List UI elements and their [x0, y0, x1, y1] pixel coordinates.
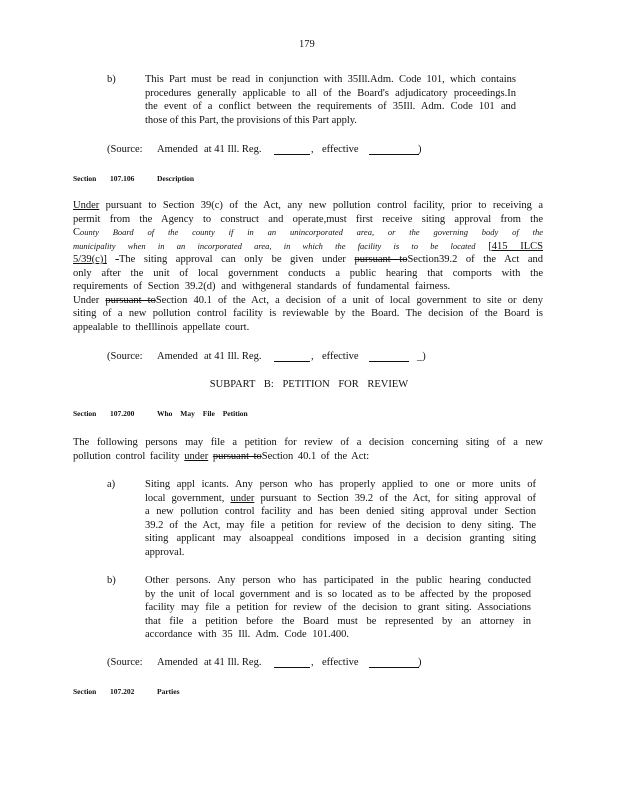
item-a-line: local government, under pursuant to Section 39.2 of the Act, for siting approval of	[145, 492, 537, 504]
source-line-2	[0, 351, 618, 365]
page-number: 179	[299, 39, 315, 50]
section-word: Section	[73, 174, 97, 183]
body-line: Under pursuant toSection 40.1 of the Act, a decision of a unit of local government to site or deny	[73, 294, 543, 306]
intro-line: The following persons may file a petition for review of a decision concerning siting of a new	[73, 437, 543, 448]
section-title: Description	[157, 174, 195, 183]
source-reg: at 41 Ill. Reg.	[204, 144, 262, 155]
item-b-line: Other persons. Any person who has participated in the public hearing conducted	[145, 575, 531, 586]
source-effective: effective	[322, 351, 359, 362]
body-line: requirements of Section 39.2(d) and withgeneral standards of fundamental fairness.	[73, 281, 451, 292]
intro-line: pollution control facility under pursuant toSection 40.1 of the Act:	[73, 450, 370, 462]
source-close: _)	[417, 351, 426, 362]
section-202-heading	[0, 687, 618, 697]
source-effective: effective	[322, 144, 359, 155]
item-a-label: a)	[107, 479, 116, 490]
body-line: Under pursuant to Section 39(c) of the Act, any new pollution control facility, prior to receiving a	[73, 200, 543, 211]
source-close: )	[418, 144, 422, 155]
section-106-body	[73, 199, 543, 334]
body-line: siting of a new pollution control facility is reviewable by the Board. The decision of the Board is	[73, 308, 543, 319]
source-line-3	[0, 657, 618, 671]
item-a-line: approval.	[145, 546, 185, 558]
para-b-line: the event of a conflict between the requirements of 35Ill. Adm. Code 101 and	[145, 101, 516, 112]
section-title: Who May File Petition	[157, 409, 248, 418]
item-a-line: a new pollution control facility and has been denied siting approval under Section	[145, 506, 536, 517]
source-line-1	[0, 144, 618, 158]
source-blank	[369, 657, 419, 671]
item-b-line: facility may file a petition for review of the decision to grant siting. Associations	[145, 602, 531, 613]
source-comma: ,	[311, 351, 314, 362]
body-line: permit from the Agency to construct and operate,must first receive siting approval from the	[73, 213, 543, 225]
para-b-body	[145, 73, 516, 127]
source-amended: Amended	[157, 351, 198, 362]
body-line: only after the unit of local government conducts a public hearing that comports with the	[73, 267, 543, 279]
item-b-line: by the unit of local government and is so located as to be affected by the proposed	[145, 588, 531, 600]
item-b-line: that file a petition before the Board must be represented by an attorney in	[145, 615, 531, 627]
section-number: 107.202	[110, 687, 135, 696]
section-number: 107.106	[110, 174, 135, 183]
section-word: Section	[73, 687, 97, 696]
item-a-line: 39.2 of the Act, may file a petition for review of the decision to deny siting. The	[145, 519, 536, 531]
item-b-label: b)	[107, 575, 116, 586]
item-b-line: accordance with 35 Ill. Adm. Code 101.400.	[145, 629, 350, 640]
source-amended: Amended	[157, 657, 198, 668]
source-open: (Source:	[107, 144, 143, 155]
body-line: municipality when in an incorporated area, in which the facility is to be located [415 ILCS	[73, 240, 544, 252]
para-b-line: procedures generally applicable to all of the Board's adjudicatory proceedings.In	[145, 87, 516, 99]
source-effective: effective	[322, 657, 359, 668]
item-a-line: siting applicant may alsoappeal conditions imposed in a decision granting siting	[145, 533, 536, 544]
para-b-line: This Part must be read in conjunction with 35Ill.Adm. Code 101, which contains	[145, 74, 516, 85]
source-blank	[369, 144, 419, 158]
source-blank	[274, 657, 310, 671]
subpart-title: SUBPART B: PETITION FOR REVIEW	[209, 379, 409, 390]
source-open: (Source:	[107, 351, 143, 362]
source-amended: Amended	[157, 144, 198, 155]
source-open: (Source:	[107, 657, 143, 668]
source-reg: at 41 Ill. Reg.	[204, 351, 262, 362]
source-comma: ,	[311, 144, 314, 155]
para-b-line: those of this Part, the provisions of this Part apply.	[145, 114, 357, 126]
source-blank	[274, 351, 310, 365]
source-reg: at 41 Ill. Reg.	[204, 657, 262, 668]
section-200-heading	[0, 409, 618, 419]
section-number: 107.200	[110, 409, 135, 418]
body-line: 5/39(c)] -The siting approval can only be given under pursuant toSection39.2 of the Act and	[73, 254, 544, 265]
section-200-intro	[73, 436, 543, 463]
item-a-line: Siting appl icants. Any person who has properly applied to one or more units of	[145, 479, 536, 490]
source-blank	[369, 351, 409, 365]
section-106-heading	[0, 174, 618, 184]
source-comma: ,	[311, 657, 314, 668]
para-b-label: b)	[107, 74, 116, 85]
body-line: appealable to theIllinois appellate court.	[73, 321, 250, 333]
item-a-body	[145, 478, 536, 559]
source-close: )	[418, 657, 422, 668]
body-line: County Board of the county if in an unincorporated area, or the governing body of the	[73, 227, 543, 238]
item-b-body	[145, 574, 531, 642]
section-title: Parties	[157, 687, 180, 696]
section-word: Section	[73, 409, 97, 418]
source-blank	[274, 144, 310, 158]
